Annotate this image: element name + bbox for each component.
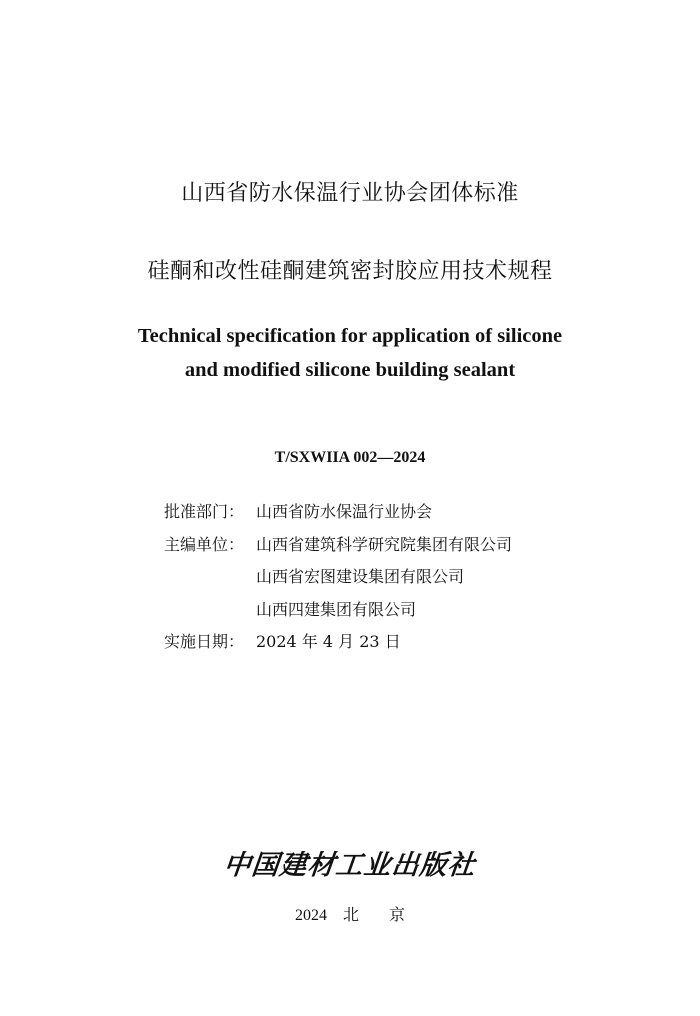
editor-row-2 (164, 561, 512, 594)
editor-row-3 (164, 594, 512, 627)
standard-number: T/SXWIIA 002—2024 (274, 449, 426, 466)
document-title-cn: 硅酮和改性硅酮建筑密封胶应用技术规程 (147, 259, 553, 284)
editor-item: 山西省建筑科学研究院集团有限公司 (256, 534, 513, 554)
publisher-logo: 中国建材工业出版社 (222, 850, 478, 881)
approver-label: 批准部门： (164, 502, 245, 521)
info-block (164, 496, 512, 659)
effective-date-row (164, 626, 512, 659)
editor-item: 山西省宏图建设集团有限公司 (256, 567, 465, 586)
publication-year: 2024 (294, 907, 327, 924)
approver-row (164, 496, 512, 529)
effective-date-value: 2024 年 4 月 23 日 (256, 632, 401, 651)
association-standard-heading: 山西省防水保温行业协会团体标准 (181, 181, 519, 206)
publication-city-char-2: 京 (389, 907, 406, 924)
effective-date-label: 实施日期： (164, 632, 245, 651)
editor-item: 山西四建集团有限公司 (256, 599, 417, 619)
title-en-line-2: and modified silicone building sealant (184, 359, 516, 381)
title-en-line-1: Technical specification for application of silicone (137, 325, 563, 347)
document-title-en (0, 319, 700, 387)
editors-label: 主编单位： (164, 534, 245, 554)
publication-city-char-1: 北 (342, 907, 359, 924)
approver-value: 山西省防水保温行业协会 (256, 502, 433, 521)
editor-row-1 (164, 529, 512, 562)
publication-place-year (0, 902, 700, 925)
